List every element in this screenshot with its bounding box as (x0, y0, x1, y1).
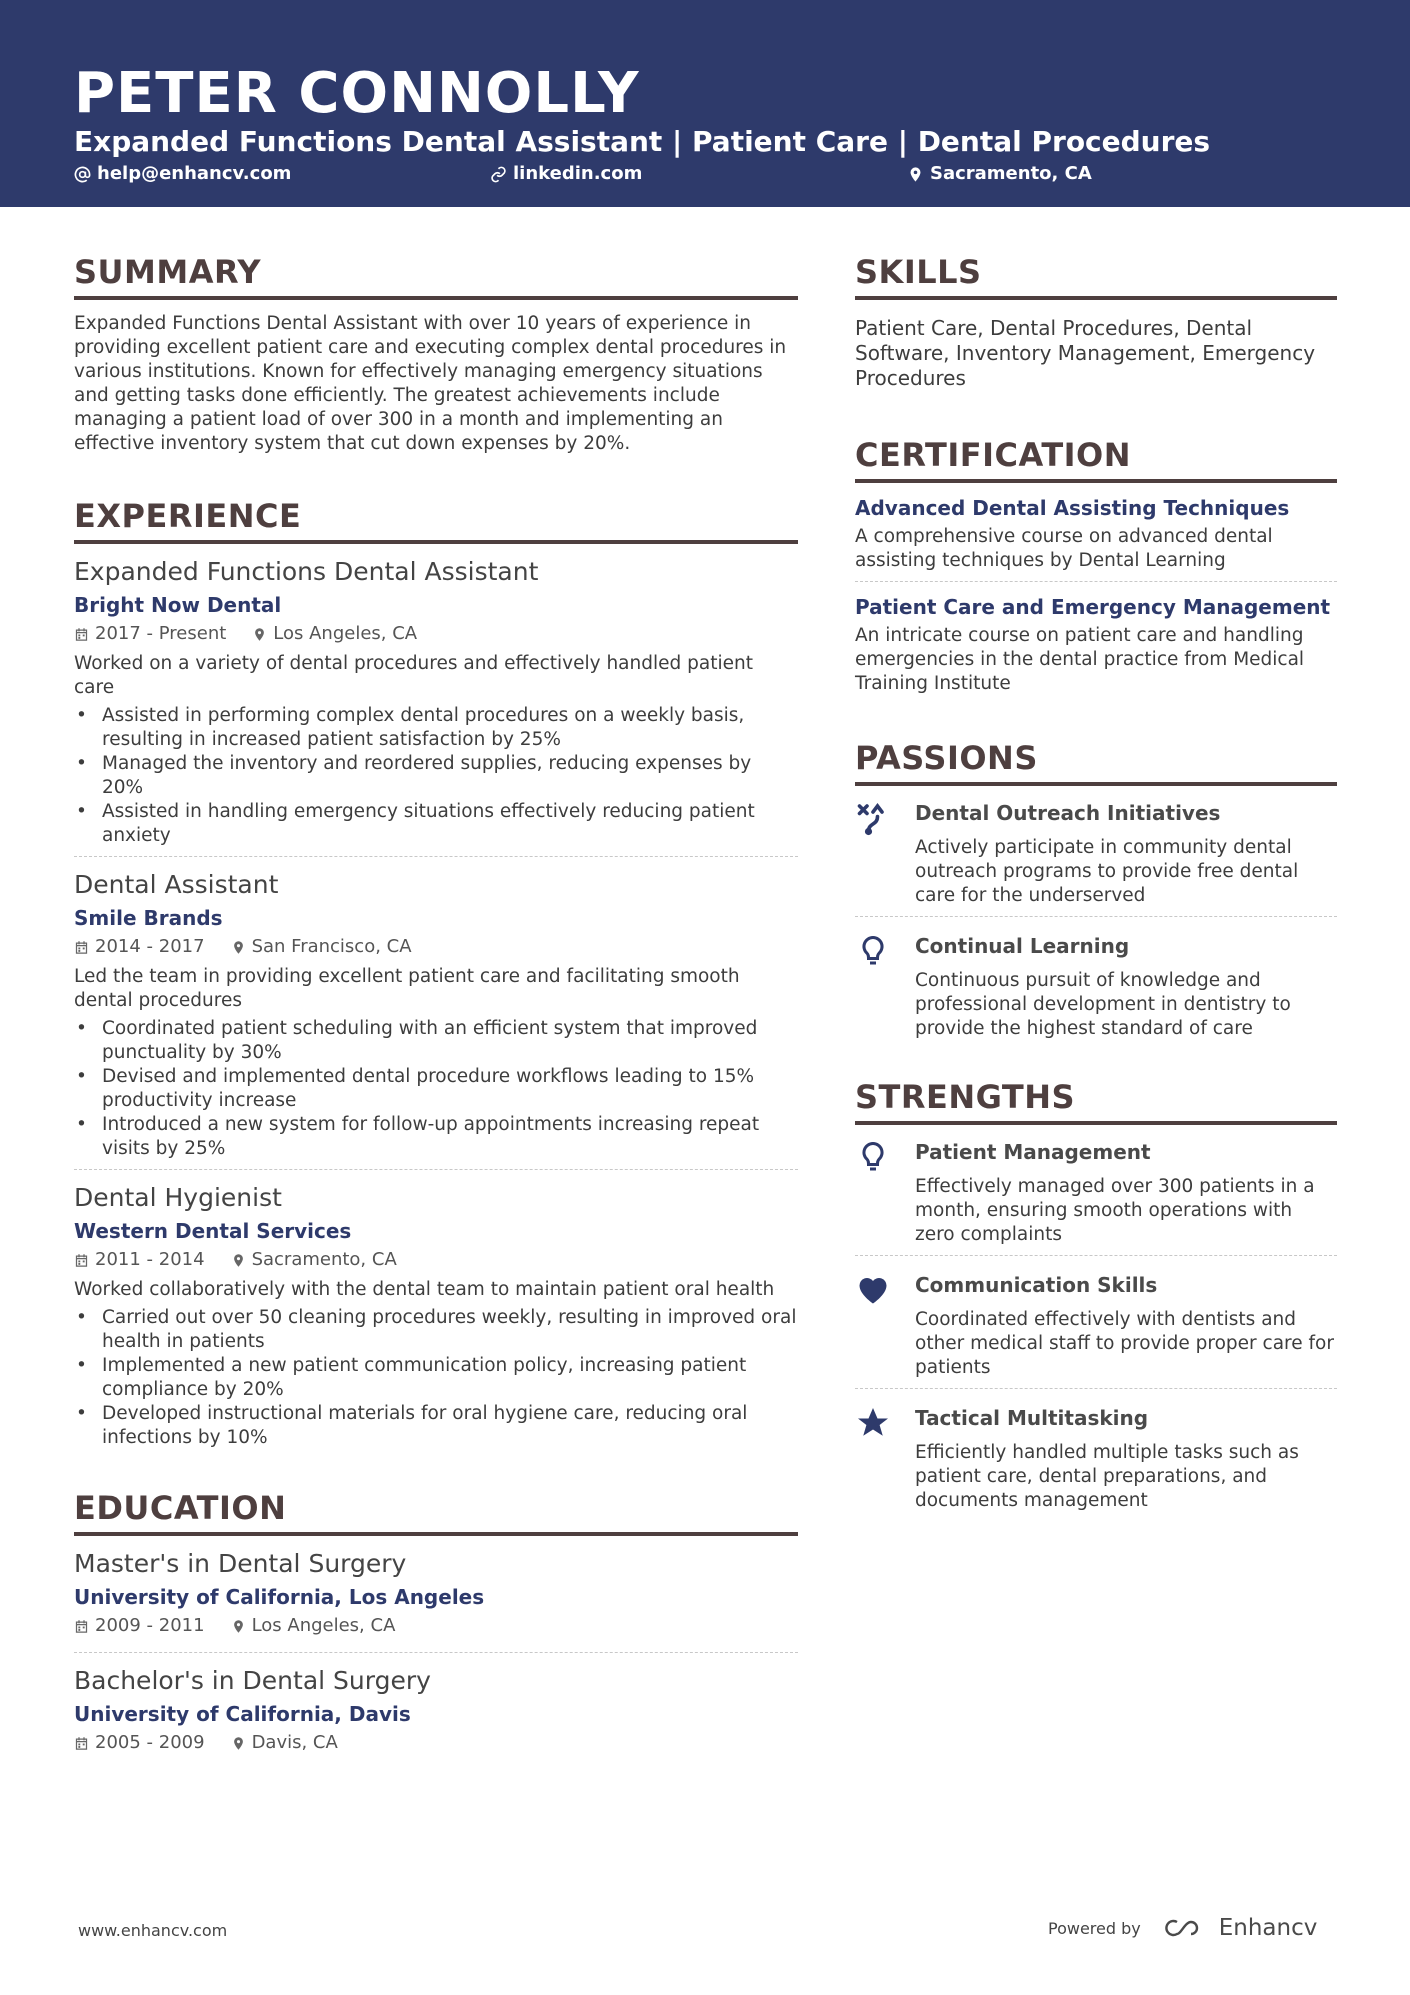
strength-title: Communication Skills (915, 1273, 1158, 1297)
footer-branding (1048, 1915, 1317, 1941)
passion-item (855, 798, 1337, 917)
company-name: Bright Now Dental (74, 593, 282, 617)
skills-title: SKILLS (855, 252, 1337, 300)
job-bullet: • Carried out over 50 cleaning procedures weekly, resulting in improved oral health in patients (74, 1306, 798, 1354)
enhancv-logo-icon (1163, 1917, 1209, 1939)
passion-title: Continual Learning (915, 934, 1130, 958)
strength-item (855, 1403, 1337, 1521)
calendar-icon (74, 1619, 89, 1634)
enhancv-logo-text: Enhancv (1218, 1915, 1318, 1941)
degree-title: Bachelor's in Dental Surgery (74, 1666, 431, 1695)
job-bullet: • Devised and implemented dental procedure workflows leading to 15% productivity increase (74, 1065, 798, 1113)
skills-text: Patient Care, Dental Procedures, Dental Software, Inventory Management, Emergency Procedures (855, 316, 1316, 390)
lightbulb-icon (855, 1139, 891, 1175)
map-pin-icon (252, 627, 267, 642)
company-name: Western Dental Services (74, 1219, 352, 1243)
job-bullet: • Assisted in performing complex dental procedures on a weekly basis, resulting in increased patient satisfaction by 25% (74, 704, 798, 752)
calendar-icon (74, 1736, 89, 1751)
education-location: Davis, CA (251, 1732, 338, 1753)
experience-item (74, 1182, 798, 1458)
enhancv-logo[interactable] (1163, 1915, 1318, 1941)
strength-description: Effectively managed over 300 patients in a month, ensuring smooth operations with zero complaints (915, 1176, 1315, 1245)
job-location: Los Angeles, CA (273, 623, 418, 644)
job-bullet: • Coordinated patient scheduling with an efficient system that improved punctuality by 30% (74, 1017, 798, 1065)
map-pin-icon (907, 166, 924, 183)
passion-title: Dental Outreach Initiatives (915, 801, 1221, 825)
education-meta (74, 1614, 798, 1638)
calendar-icon (74, 627, 89, 642)
contact-location-text: Sacramento, CA (930, 163, 1092, 184)
lightbulb-icon (855, 933, 891, 969)
candidate-name: PETER CONNOLLY (74, 61, 640, 126)
job-description: Worked collaboratively with the dental team to maintain patient oral health (74, 1279, 775, 1300)
job-location: Sacramento, CA (251, 1249, 397, 1270)
powered-by-label: Powered by (1048, 1918, 1141, 1938)
strengths-title: STRENGTHS (855, 1077, 1337, 1125)
resume-header (0, 0, 1410, 207)
experience-item (74, 869, 798, 1170)
education-dates: 2009 - 2011 (95, 1615, 205, 1636)
strength-item (855, 1137, 1337, 1256)
calendar-icon (74, 1253, 89, 1268)
contact-email-text: help@enhancv.com (97, 163, 292, 184)
job-title: Dental Assistant (74, 870, 279, 899)
job-bullet: • Implemented a new patient communication policy, increasing patient compliance by 20% (74, 1354, 798, 1402)
degree-title: Master's in Dental Surgery (74, 1549, 407, 1578)
job-bullet: • Assisted in handling emergency situations effectively reducing patient anxiety (74, 800, 798, 848)
route-icon (855, 800, 891, 836)
experience-item (74, 556, 798, 857)
job-meta (74, 935, 798, 959)
certification-item (855, 594, 1337, 704)
education-location: Los Angeles, CA (251, 1615, 396, 1636)
certification-name: Patient Care and Emergency Management (855, 595, 1331, 619)
summary-text: Expanded Functions Dental Assistant with over 10 years of experience in providing excellent patient care and executing complex dental procedures in various institutions. Known for effectively managing emergency situations and getting tasks done efficiently. The greatest achievements include managing a patient load of over 300 in a month and implementing an effective inventory system that cut down expenses by 20%. (74, 313, 787, 454)
job-bullet: • Managed the inventory and reordered supplies, reducing expenses by 20% (74, 752, 798, 800)
calendar-icon (74, 940, 89, 955)
passions-section (855, 738, 1337, 1049)
job-bullet: • Developed instructional materials for oral hygiene care, reducing oral infections by 10% (74, 1402, 798, 1450)
experience-title: EXPERIENCE (74, 496, 798, 544)
candidate-headline: Expanded Functions Dental Assistant | Patient Care | Dental Procedures (74, 125, 1211, 158)
passion-description: Actively participate in community dental outreach programs to provide free dental care for the underserved (915, 837, 1299, 906)
heart-icon (855, 1272, 891, 1308)
summary-section (74, 252, 798, 456)
map-pin-icon (231, 1619, 246, 1634)
right-column (855, 252, 1337, 1535)
job-dates: 2014 - 2017 (95, 936, 205, 957)
strength-title: Tactical Multitasking (915, 1406, 1149, 1430)
passions-title: PASSIONS (855, 738, 1337, 786)
job-dates: 2011 - 2014 (95, 1249, 205, 1270)
education-section (74, 1488, 798, 1769)
school-name: University of California, Davis (74, 1702, 411, 1726)
job-description: Worked on a variety of dental procedures and effectively handled patient care (74, 653, 753, 698)
strengths-section (855, 1077, 1337, 1521)
job-bullets (74, 1017, 798, 1161)
job-meta (74, 622, 798, 646)
certification-item (855, 495, 1337, 582)
job-description: Led the team in providing excellent patient care and facilitating smooth dental procedures (74, 966, 740, 1011)
contact-linkedin[interactable] (490, 162, 642, 186)
passion-item (855, 931, 1337, 1049)
certification-section (855, 435, 1337, 704)
map-pin-icon (231, 1253, 246, 1268)
summary-title: SUMMARY (74, 252, 798, 300)
job-bullet: • Introduced a new system for follow-up appointments increasing repeat visits by 25% (74, 1113, 798, 1161)
job-dates: 2017 - Present (95, 623, 227, 644)
strength-description: Efficiently handled multiple tasks such as patient care, dental preparations, and documents management (915, 1442, 1299, 1511)
job-title: Dental Hygienist (74, 1183, 282, 1212)
skills-section (855, 252, 1337, 391)
school-name: University of California, Los Angeles (74, 1585, 485, 1609)
certification-description: A comprehensive course on advanced dental assisting techniques by Dental Learning (855, 526, 1273, 571)
certification-name: Advanced Dental Assisting Techniques (855, 496, 1290, 520)
star-icon (855, 1405, 891, 1441)
job-title: Expanded Functions Dental Assistant (74, 557, 539, 586)
education-title: EDUCATION (74, 1488, 798, 1536)
job-location: San Francisco, CA (251, 936, 412, 957)
education-meta (74, 1731, 798, 1755)
experience-section (74, 496, 798, 1458)
strength-description: Coordinated effectively with dentists and other medical staff to provide proper care for patients (915, 1309, 1334, 1378)
company-name: Smile Brands (74, 906, 223, 930)
job-bullets (74, 1306, 798, 1450)
map-pin-icon (231, 940, 246, 955)
education-item (74, 1548, 798, 1653)
contact-linkedin-text: linkedin.com (513, 163, 643, 184)
footer-website[interactable]: www.enhancv.com (78, 1921, 228, 1940)
education-dates: 2005 - 2009 (95, 1732, 205, 1753)
contact-location (907, 162, 1092, 186)
certification-description: An intricate course on patient care and handling emergencies in the dental practice from Medical Training Institute (855, 625, 1305, 694)
education-item (74, 1665, 798, 1769)
left-column (74, 252, 798, 1781)
at-icon (74, 166, 91, 183)
certification-title: CERTIFICATION (855, 435, 1337, 483)
strength-item (855, 1270, 1337, 1389)
job-bullets (74, 704, 798, 848)
link-icon (490, 166, 507, 183)
map-pin-icon (231, 1736, 246, 1751)
passion-description: Continuous pursuit of knowledge and professional development in dentistry to provide the highest standard of care (915, 970, 1291, 1039)
contact-email[interactable] (74, 162, 291, 186)
job-meta (74, 1248, 798, 1272)
strength-title: Patient Management (915, 1140, 1151, 1164)
